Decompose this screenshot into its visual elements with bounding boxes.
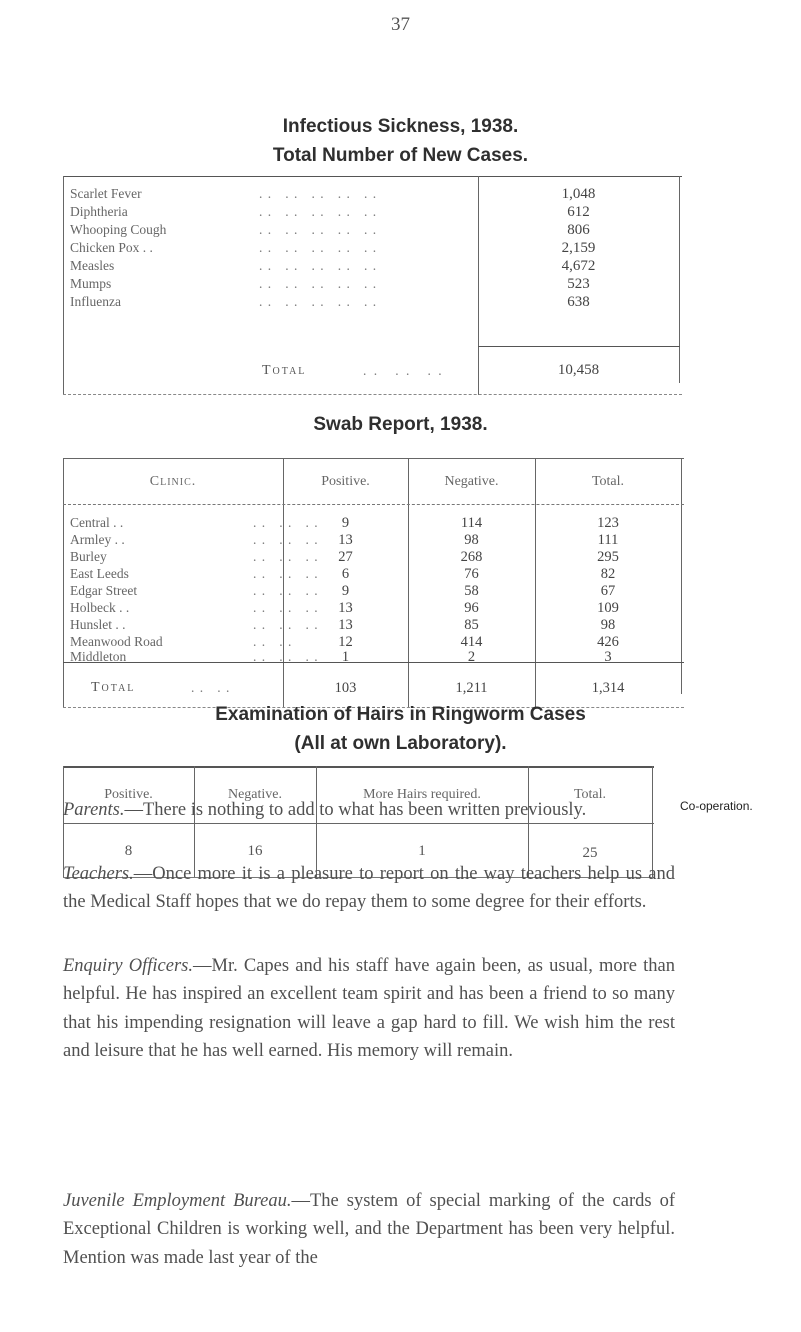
disease-label: Diphtheria	[70, 204, 128, 219]
negative-header: Negative.	[444, 474, 499, 489]
total-value: 295	[597, 549, 619, 565]
paragraph-juvenile-employment	[63, 1187, 675, 1272]
clinic-name: Edgar Street	[70, 583, 138, 598]
disease-label: Chicken Pox . .	[70, 240, 153, 255]
table-row: Holbeck . . . . . . . . 13 96 109	[63, 600, 684, 616]
paragraph-text: —There is nothing to add to what has been written previously.	[124, 800, 587, 820]
table-row: Mumps . . . . . . . . . . 523	[63, 276, 682, 296]
negative-value: 85	[464, 617, 479, 633]
total-total: 1,314	[591, 680, 625, 696]
infectious-sickness-subtitle: Total Number of New Cases.	[272, 145, 529, 166]
clinic-name: Middleton	[70, 649, 127, 664]
disease-count: 612	[567, 204, 590, 220]
margin-note: Co-operation.	[680, 799, 753, 813]
total-value: 109	[597, 600, 619, 616]
positive-value: 9	[341, 583, 350, 599]
total-value: 426	[597, 634, 619, 650]
disease-label: Mumps	[70, 276, 112, 291]
swab-report-title: Swab Report, 1938.	[313, 414, 488, 435]
negative-value: 58	[464, 583, 479, 599]
table-row: Middleton . . . . . . 1 2 3	[63, 649, 684, 665]
paragraph-teachers	[63, 860, 675, 917]
clinic-name: Holbeck . .	[70, 600, 130, 615]
paragraph-lead: Juvenile Employment Bureau.	[63, 1191, 292, 1211]
table-row: Chicken Pox . . . . . . . . . . . . 2,159	[63, 240, 682, 260]
total-row: Total . . . . 103 1,211 1,314	[63, 680, 684, 696]
total-label: Total	[91, 680, 136, 695]
total-value: 25	[582, 845, 598, 861]
clinic-name: Central . .	[70, 515, 124, 530]
table-row: Edgar Street . . . . . . 9 58 67	[63, 583, 684, 599]
total-negative: 1,211	[455, 680, 488, 696]
negative-value: 414	[460, 634, 483, 650]
more-hairs-value: 1	[418, 843, 426, 859]
clinic-header: Clinic.	[149, 474, 197, 489]
swab-report-table	[63, 458, 684, 708]
negative-value: 96	[464, 600, 479, 616]
positive-value: 8	[124, 843, 133, 859]
paragraph-lead: Enquiry Officers.	[63, 956, 193, 976]
disease-count: 4,672	[561, 258, 596, 274]
infectious-sickness-title: Infectious Sickness, 1938.	[282, 116, 519, 137]
disease-label: Scarlet Fever	[70, 186, 142, 201]
negative-value: 268	[460, 549, 483, 565]
clinic-name: Hunslet . .	[70, 617, 126, 632]
total-value: 67	[600, 583, 616, 599]
disease-count: 638	[567, 294, 590, 310]
disease-count: 1,048	[561, 186, 596, 202]
clinic-name: Armley . .	[70, 532, 125, 547]
table-row: Meanwood Road . . . . 12 414 426	[63, 634, 684, 650]
total-value: 3	[604, 649, 612, 665]
table-row: Armley . . . . . . . . 13 98 111	[63, 532, 684, 548]
negative-value: 114	[460, 515, 483, 531]
disease-count: 523	[567, 276, 590, 292]
total-value: 10,458	[557, 362, 600, 378]
total-value: 82	[600, 566, 616, 582]
table-row: Diphtheria . . . . . . . . . . 612	[63, 204, 682, 224]
negative-value: 76	[464, 566, 479, 582]
table-row: East Leeds . . . . . . 6 76 82	[63, 566, 684, 582]
total-header: Total.	[573, 787, 607, 802]
positive-value: 27	[338, 549, 353, 565]
page-number: 37	[391, 14, 410, 35]
positive-header: Positive.	[321, 474, 370, 489]
total-value: 111	[597, 532, 619, 548]
positive-value: 6	[341, 566, 350, 582]
table-row: Influenza . . . . . . . . . . 638	[63, 294, 682, 314]
clinic-name: Burley	[70, 549, 107, 564]
disease-count: 2,159	[561, 240, 596, 256]
paragraph-lead: Parents.	[63, 800, 125, 820]
positive-value: 1	[341, 649, 350, 665]
ringworm-subtitle: (All at own Laboratory).	[294, 733, 507, 754]
table-row: Measles . . . . . . . . . . 4,672	[63, 258, 682, 278]
total-value: 123	[597, 515, 619, 531]
disease-label: Whooping Cough	[70, 222, 167, 237]
more-hairs-header: More Hairs required.	[363, 787, 481, 802]
paragraph-text: —Once more it is a pleasure to report on the way teachers help us and the Medical Staff hopes that we do repay them to some degree for their efforts.	[63, 864, 675, 913]
negative-value: 2	[467, 649, 476, 665]
disease-label: Measles	[70, 258, 115, 273]
positive-value: 13	[338, 532, 353, 548]
table-row: Scarlet Fever . . . . . . . . . . 1,048	[63, 186, 682, 206]
total-label: Total	[262, 363, 307, 378]
disease-count: 806	[567, 222, 590, 238]
total-header: Total.	[591, 474, 625, 489]
paragraph-text: —The system of special marking of the cards of Exceptional Children is working well, and the Department has been very helpful. Mention was made last year of the	[63, 1191, 675, 1268]
paragraph-lead: Teachers.	[63, 864, 134, 884]
disease-label: Influenza	[70, 294, 121, 309]
paragraph-text: —Mr. Capes and his staff have again been, as usual, more than helpful. He has inspired an excellent team spirit and has been a friend to so many that his impending resignation will leave a gap hard to fill. We wish him the rest and leisure that he has well earned. His memory will remain.	[63, 956, 676, 1061]
positive-value: 9	[341, 515, 350, 531]
table-row: Burley . . . . . . 27 268 295	[63, 549, 684, 565]
total-value: 98	[600, 617, 616, 633]
positive-header: Positive.	[104, 787, 153, 802]
positive-value: 13	[338, 617, 353, 633]
clinic-name: Meanwood Road	[70, 634, 163, 649]
negative-value: 16	[247, 843, 263, 859]
clinic-name: East Leeds	[70, 566, 129, 581]
infectious-sickness-table: Scarlet Fever . . . . . . . . . . 1,048 Diphtheria . . . . . . . . . . 612 Whooping Cough . . . . . . . . . . 806 Chicken Pox . . . . . . . . . . . . 2,159 Measles . . . . . . . . . . 4,672 Mumps . . . . . . . . . . 523 Influenza . . . . . . . . . . 638 Total . . . . . . 10,458	[63, 176, 682, 395]
negative-header: Negative.	[227, 787, 283, 802]
negative-value: 98	[464, 532, 479, 548]
table-row: Central . . . . . . . . 9 114 123	[63, 515, 684, 531]
table-row: Whooping Cough . . . . . . . . . . 806	[63, 222, 682, 242]
paragraph-enquiry-officers	[63, 952, 675, 1065]
positive-value: 12	[338, 634, 353, 650]
positive-value: 13	[338, 600, 353, 616]
table-row: Hunslet . . . . . . . . 13 85 98	[63, 617, 684, 633]
ringworm-title: Examination of Hairs in Ringworm Cases	[215, 704, 586, 725]
paragraph-parents	[63, 796, 675, 824]
total-positive: 103	[334, 680, 357, 696]
